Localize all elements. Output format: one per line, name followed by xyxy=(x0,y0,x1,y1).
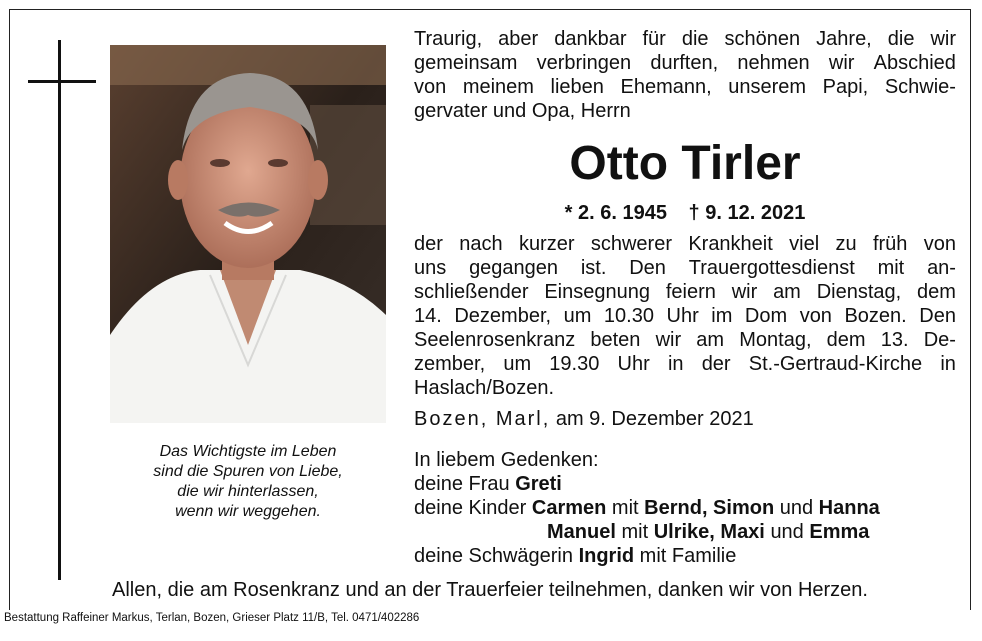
intro-line: Traurig, aber dankbar für die schönen Jahre, die wir xyxy=(414,28,956,50)
mourner-wife xyxy=(414,472,880,496)
quote-line: Das Wichtigste im Leben xyxy=(159,443,337,460)
funeral-home-info: Bestattung Raffeiner Markus, Terlan, Bozen, Grieser Platz 11/B, Tel. 0471/402286 xyxy=(4,612,420,624)
mourners-heading: In liebem Gedenken: xyxy=(414,449,599,471)
child-name: Manuel xyxy=(547,521,616,543)
memorial-quote xyxy=(118,442,378,522)
child-name: Carmen xyxy=(531,497,607,519)
mourner-sister-in-law xyxy=(414,544,880,568)
life-dates xyxy=(414,201,956,225)
body-line: 14. Dezember, um 10.30 Uhr im Dom von Bozen. Den xyxy=(414,305,956,327)
connector-text: mit xyxy=(621,521,649,543)
quote-line: wenn wir weggehen. xyxy=(175,503,321,520)
body-line: Haslach/Bozen. xyxy=(414,377,555,399)
family-names: Bernd, Simon xyxy=(644,497,775,519)
body-line: uns gegangen ist. Den Trauergottesdienst mit an- xyxy=(414,257,956,279)
connector-text: und xyxy=(770,521,804,543)
intro-line: gervater und Opa, Herrn xyxy=(414,100,631,122)
mourner-children-2 xyxy=(414,520,880,544)
thanks-line: Allen, die am Rosenkranz und an der Trauerfeier teilnehmen, danken wir von Herzen. xyxy=(112,579,868,601)
place-city: Bozen, Marl, xyxy=(414,408,551,430)
connector-text: und xyxy=(779,497,814,519)
quote-line: die wir hinterlassen, xyxy=(177,483,319,500)
place-date-value: am 9. Dezember 2021 xyxy=(555,408,754,430)
deceased-name: Otto Tirler xyxy=(569,137,801,190)
body-line: zember, um 19.30 Uhr in der St.-Gertraud-Kirche in xyxy=(414,353,956,375)
death-date: † 9. 12. 2021 xyxy=(688,202,806,224)
intro-text xyxy=(414,27,956,123)
sister-prefix: deine Schwägerin xyxy=(414,545,573,567)
children-prefix: deine Kinder xyxy=(414,497,527,519)
place-date xyxy=(414,407,754,431)
birth-date: * 2. 6. 1945 xyxy=(564,202,667,224)
body-line: der nach kurzer schwerer Krankheit viel zu früh von xyxy=(414,233,956,255)
mourner-children xyxy=(414,496,880,520)
wife-name: Greti xyxy=(515,473,562,495)
intro-line: von meinem lieben Ehemann, unserem Papi, Schwie- xyxy=(414,76,956,98)
cross-icon xyxy=(58,40,61,580)
body-line: Seelenrosenkranz beten wir am Montag, dem 13. De- xyxy=(414,329,956,351)
connector-text: mit xyxy=(611,497,639,519)
body-line: schließender Einsegnung feiern wir am Dienstag, dem xyxy=(414,281,956,303)
grandchild-name: Hanna xyxy=(818,497,880,519)
mourners-list xyxy=(414,448,880,568)
sister-suffix: mit Familie xyxy=(639,545,737,567)
portrait-photo xyxy=(110,45,386,423)
sister-name: Ingrid xyxy=(578,545,635,567)
grandchild-name: Emma xyxy=(809,521,870,543)
cross-icon-bar xyxy=(28,80,96,83)
body-text xyxy=(414,232,956,400)
family-names: Ulrike, Maxi xyxy=(653,521,765,543)
intro-line: gemeinsam verbringen durften, nehmen wir Abschied xyxy=(414,52,956,74)
wife-prefix: deine Frau xyxy=(414,473,510,495)
quote-line: sind die Spuren von Liebe, xyxy=(153,463,343,480)
